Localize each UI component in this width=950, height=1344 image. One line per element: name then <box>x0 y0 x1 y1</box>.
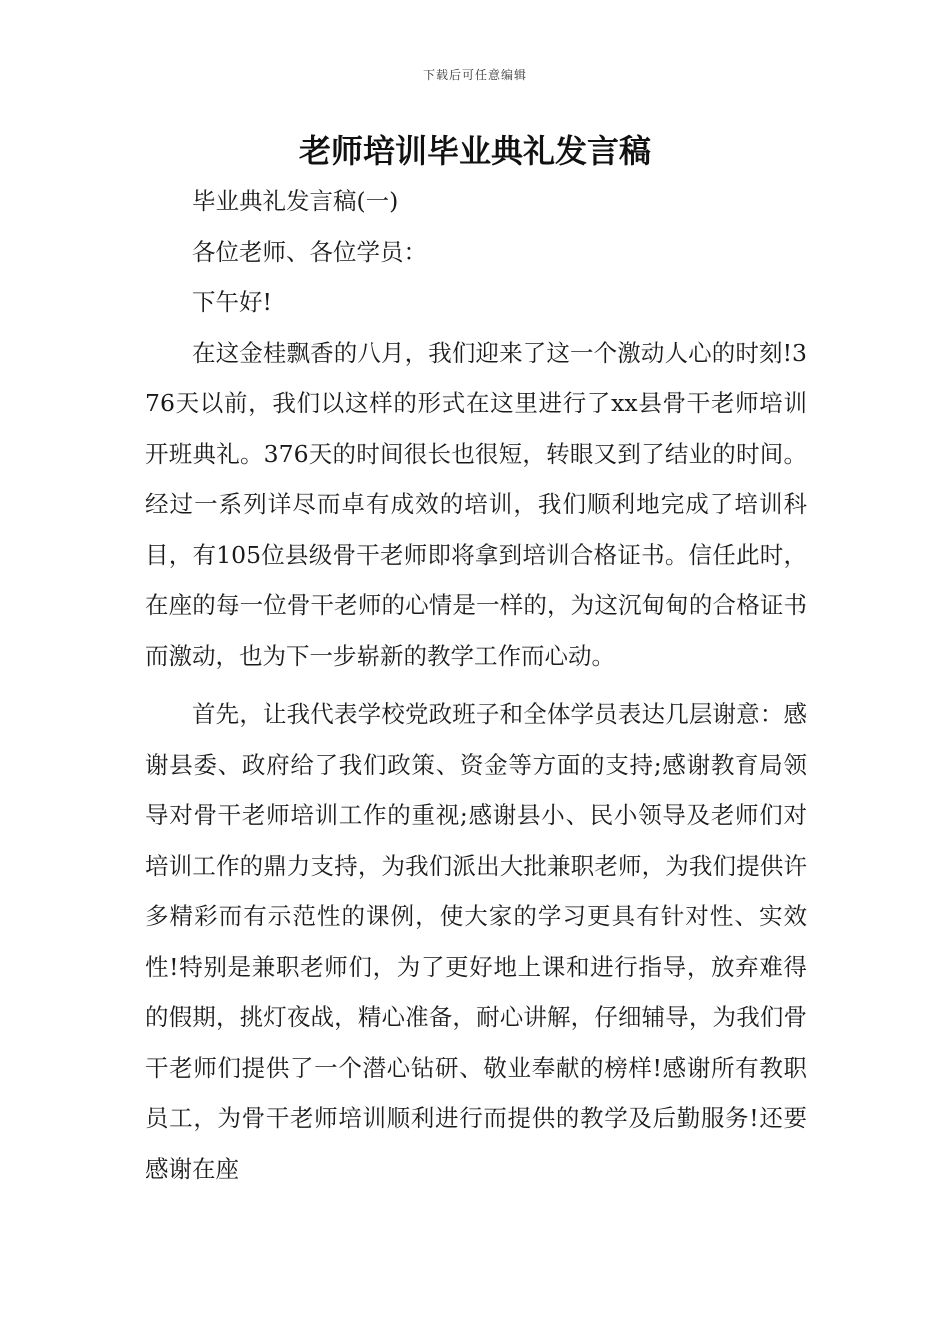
paragraph-body-1: 在这金桂飘香的八月，我们迎来了这一个激动人心的时刻!376天以前，我们以这样的形式在这里进行了xx县骨干老师培训开班典礼。376天的时间很长也很短，转眼又到了结业的时间。经过一系列详尽而卓有成效的培训，我们顺利地完成了培训科目，有105位县级骨干老师即将拿到培训合格证书。信任此时，在座的每一位骨干老师的心情是一样的，为这沉甸甸的合格证书而激动，也为下一步崭新的教学工作而心动。 <box>145 338 807 670</box>
paragraph-salutation: 各位老师、各位学员： <box>192 237 427 266</box>
document-body <box>145 176 807 1266</box>
paragraph-greeting: 下午好! <box>192 288 272 316</box>
document-title: 老师培训毕业典礼发言稿 <box>298 132 651 170</box>
paragraph-subtitle: 毕业典礼发言稿(一) <box>192 187 399 215</box>
page-header-note: 下载后可任意编辑 <box>422 68 527 82</box>
paragraph-body-2: 首先，让我代表学校党政班子和全体学员表达几层谢意：感谢县委、政府给了我们政策、资金等方面的支持;感谢教育局领导对骨干老师培训工作的重视;感谢县小、民小领导及老师们对培训工作的鼎力支持，为我们派出大批兼职老师，为我们提供许多精彩而有示范性的课例，使大家的学习更具有针对性、实效性!特别是兼职老师们，为了更好地上课和进行指导，放弃难得的假期，挑灯夜战，精心准备，耐心讲解，仔细辅导，为我们骨干老师们提供了一个潜心钻研、敬业奉献的榜样!感谢所有教职员工，为骨干老师培训顺利进行而提供的教学及后勤服务!还要感谢在座 <box>145 700 807 1183</box>
